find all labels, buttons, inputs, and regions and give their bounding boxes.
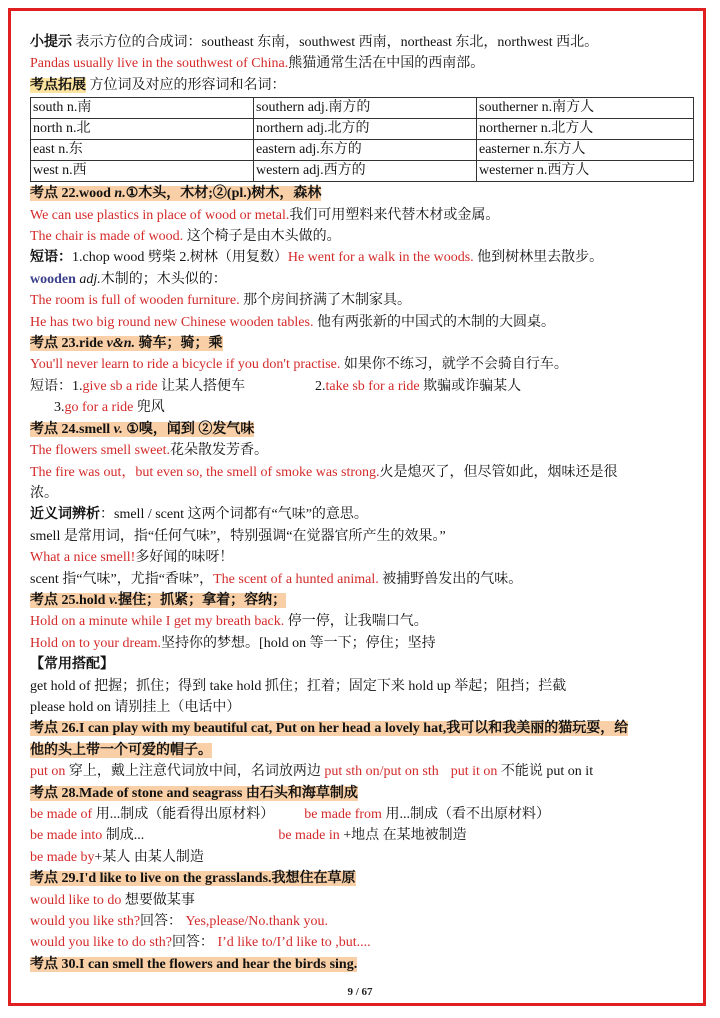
k26-p1: put sth on/put on sth: [324, 764, 439, 780]
k30-heading: [30, 954, 696, 975]
k24-smell-desc-text: smell 是常用词，指“任何气味”，特别强调“在觉器官所产生的效果。”: [30, 528, 446, 544]
direction-table-cell: south n.南: [31, 98, 254, 119]
k25-example-1: [30, 611, 696, 632]
k24-title-block: [30, 422, 254, 437]
k29-title-zh: 我想住在草原: [271, 871, 356, 887]
k22-phrase-text: 1.chop wood 劈柴 2.树林（用复数）: [72, 250, 288, 266]
k28-heading: [30, 783, 696, 804]
direction-table-row: [31, 98, 694, 119]
tip-example-zh: 熊猫通常生活在中国的西南部。: [288, 56, 485, 72]
k24-ex3-en: What a nice smell!: [30, 550, 136, 566]
tip-example: [30, 53, 696, 74]
k24-ex1-en: The flowers smell sweet.: [30, 443, 170, 459]
k22-pos: n.: [114, 186, 126, 202]
k22-ex1-zh: 我们可用塑料来代替木材或金属。: [289, 207, 500, 223]
direction-table-cell: easterner n.东方人: [477, 140, 694, 161]
k24-scent-desc: scent 指“气味”，尤指“香味”，: [30, 571, 214, 587]
k28-l3-en: be made into: [30, 828, 103, 844]
direction-table-cell: southerner n.南方人: [477, 98, 694, 119]
k23-p1-en: give sb a ride: [82, 378, 158, 394]
k22-wooden-word: wooden: [30, 271, 76, 287]
k30-title: 考点 30.I can smell the flowers and hear the birds sing.: [30, 956, 358, 972]
direction-table-row: [31, 161, 694, 182]
k23-heading: [30, 333, 696, 354]
direction-table-cell: westerner n.西方人: [477, 161, 694, 182]
k25-common-label: 【常用搭配】: [30, 657, 114, 673]
k26-heading-cont: [30, 740, 696, 761]
k24-title: 考点 24.smell: [30, 421, 114, 437]
k28-l4-zh: +地点 在某地被制造: [339, 828, 467, 844]
k22-phrase-en: He went for a walk in the woods.: [287, 250, 474, 266]
k23-p1-zh: 让某人搭便车: [157, 378, 246, 394]
k23-p2-num: 2.: [315, 378, 326, 394]
k23-meaning: 骑车；骑；乘: [135, 336, 223, 352]
k28-l4-en: be made in: [278, 828, 340, 844]
k26-p2: put it on: [450, 764, 498, 780]
k28-l3-zh: 制成...: [102, 828, 145, 844]
direction-table: [30, 97, 694, 182]
k22-ex4-zh: 他有两张新的中国式的木制的大圆桌。: [313, 314, 555, 330]
k22-heading: [30, 183, 696, 204]
k28-line-2: [30, 825, 696, 846]
k22-example-2: [30, 226, 696, 247]
k22-ex3-zh: 那个房间挤满了木制家具。: [239, 293, 412, 309]
k23-p2-en: take sb for a ride: [325, 378, 420, 394]
k24-ex4-en: The scent of a hunted animal.: [213, 571, 379, 587]
k24-ex2-zh-cont: 浓。: [30, 485, 58, 501]
k24-synonym: [30, 504, 696, 525]
k29-l2-en: would you like sth?: [30, 914, 141, 930]
direction-table-cell: western adj.西方的: [254, 161, 477, 182]
tip-label: 小提示: [30, 35, 72, 50]
k22-phrases: [30, 247, 696, 268]
k23-phrase-3: [30, 397, 696, 418]
k29-l1-en: would like to do: [30, 892, 122, 908]
k29-line-1: [30, 890, 696, 911]
k29-l2-ans: Yes,please/No.thank you.: [182, 914, 329, 930]
k23-phrase-label: 短语：1.: [30, 378, 83, 394]
k23-p3-zh: 兜风: [133, 400, 165, 416]
k28-l1-zh: 用...制成（能看得出原材料）: [92, 807, 275, 822]
ext-line: [30, 75, 696, 96]
ext-label: 考点拓展: [30, 77, 86, 93]
k25-heading: [30, 590, 696, 611]
k26-put-on: [30, 761, 696, 782]
k26-title-zh2: 他的头上带一个可爱的帽子。: [30, 742, 212, 758]
k26-title-zh: 我可以和我美丽的猫玩耍，给: [446, 721, 629, 737]
k28-l2-en: be made from: [304, 807, 382, 822]
k29-title: 考点 29.I'd like to live on the grasslands.: [30, 871, 272, 887]
tip-line: [30, 32, 696, 53]
k25-ex1-en: Hold on a minute while I get my breath back.: [30, 614, 285, 630]
k22-title: 考点 22.wood: [30, 186, 115, 202]
k28-line-3: [30, 847, 696, 868]
tip-text: 表示方位的合成词：southeast 东南，southwest 西南，northeast 东北，northwest 西北。: [72, 35, 599, 50]
tip-example-en: Pandas usually live in the southwest of China.: [30, 56, 289, 72]
k25-meaning: 握住；抓紧；拿着；容纳；: [118, 592, 287, 608]
direction-table-cell: west n.西: [31, 161, 254, 182]
k28-l1-en: be made of: [30, 807, 93, 822]
k29-l3-ans-label: 回答：: [171, 935, 214, 951]
k26-title-block: [30, 721, 628, 736]
k28-title-block: [30, 786, 358, 801]
k29-heading: [30, 868, 696, 889]
k24-example-1: [30, 440, 696, 461]
k28-title: 考点 28.Made of stone and seagrass: [30, 785, 246, 801]
k22-example-1: [30, 205, 696, 226]
k22-example-4: [30, 312, 696, 333]
k26-put-on-desc: 穿上，戴上注意代词放中间，名词放两边: [65, 764, 325, 780]
k24-meaning: ①嗅，闻到 ②发气味: [122, 421, 255, 437]
direction-table-cell: northern adj.北方的: [254, 119, 477, 140]
k23-ex1-zh: 如果你不练习，就学不会骑自行车。: [340, 357, 568, 373]
k24-ex4-zh: 被捕野兽发出的气味。: [378, 571, 523, 587]
k25-common-2: please hold on 请别挂上（电话中）: [30, 699, 241, 715]
k24-syn-text: ：smell / scent 这两个词都有“气味”的意思。: [100, 507, 368, 523]
k25-ex2-en: Hold on to your dream.: [30, 635, 162, 651]
k26-p2-desc: 不能说 put on it: [497, 764, 594, 780]
k29-l2-ans-label: 回答：: [140, 914, 183, 930]
page-number: 9 / 67: [347, 986, 373, 998]
k23-p3-en: go for a ride: [64, 400, 134, 416]
k24-ex3-zh: 多好闻的味呀！: [135, 550, 234, 566]
k24-example-3: [30, 547, 696, 568]
k25-title-block: [30, 593, 286, 608]
k22-meaning: ①木头，木材;②(pl.)树木，森林: [125, 186, 322, 202]
k24-ex2-zh: 火是熄灭了，但尽管如此，烟味还是很: [379, 464, 618, 480]
k24-heading: [30, 419, 696, 440]
k25-example-2: [30, 633, 696, 654]
k22-wooden: [30, 269, 696, 290]
direction-table-cell: north n.北: [31, 119, 254, 140]
k26-put-on-en: put on: [30, 764, 66, 780]
k22-phrase-label: 短语：: [30, 250, 72, 266]
direction-table-row: [31, 140, 694, 161]
k24-example-2: [30, 462, 696, 483]
k23-p3-num: 3.: [54, 400, 65, 416]
k26-heading: [30, 718, 696, 739]
k22-ex3-en: The room is full of wooden furniture.: [30, 293, 240, 309]
k29-l3-ans: I’d like to/I’d like to ,but....: [213, 935, 371, 951]
k24-example-2-cont: [30, 483, 696, 504]
document-body: [30, 32, 696, 975]
k29-l3-en: would you like to do sth?: [30, 935, 172, 951]
direction-table-cell: eastern adj.东方的: [254, 140, 477, 161]
k25-common-1: get hold of 把握；抓住；得到 take hold 抓住；扛着；固定下来 hold up 举起；阻挡；拦截: [30, 678, 567, 694]
k24-smell-desc: [30, 526, 696, 547]
k29-line-3: [30, 932, 696, 953]
k22-title-block: [30, 186, 321, 201]
k23-phrases: [30, 376, 696, 397]
k25-title: 考点 25.hold: [30, 592, 109, 608]
k22-example-3: [30, 290, 696, 311]
k22-wooden-zh: 木制的；木头似的：: [100, 271, 227, 287]
direction-table-row: [31, 119, 694, 140]
k24-ex2-en: The fire was out，but even so, the smell of smoke was strong.: [30, 464, 380, 480]
k28-l2-zh: 用...制成（看不出原材料）: [381, 807, 550, 822]
k29-line-2: [30, 911, 696, 932]
k22-phrase-zh: 他到树林里去散步。: [473, 250, 604, 266]
k23-pos: v&n.: [106, 336, 135, 352]
k22-ex4-en: He has two big round new Chinese wooden tables.: [30, 314, 314, 330]
k28-line-1: [30, 804, 696, 825]
k23-title: 考点 23.ride: [30, 336, 107, 352]
k29-l1-zh: 想要做某事: [121, 892, 195, 908]
k24-pos: v.: [113, 421, 123, 437]
direction-table-cell: east n.东: [31, 140, 254, 161]
k23-ex1-en: You'll never learn to ride a bicycle if you don't practise.: [30, 357, 341, 373]
k28-l5-en: be made by: [30, 849, 95, 865]
k22-ex2-zh: 这个椅子是由木头做的。: [183, 229, 341, 245]
k28-title-zh: 由石头和海草制成: [245, 785, 358, 801]
k25-ex1-zh: 停一停，让我喘口气。: [284, 614, 428, 630]
k22-ex2-en: The chair is made of wood.: [30, 229, 184, 245]
k24-ex1-zh: 花朵散发芳香。: [169, 443, 268, 459]
direction-table-cell: northerner n.北方人: [477, 119, 694, 140]
k22-ex1-en: We can use plastics in place of wood or metal.: [30, 207, 290, 223]
k22-wooden-pos: adj.: [75, 271, 101, 287]
k24-syn-label: 近义词辨析: [30, 507, 100, 523]
k23-title-block: [30, 336, 223, 351]
k26-title: 考点 26.I can play with my beautiful cat, Put on her head a lovely hat,: [30, 721, 447, 737]
k23-p2-zh: 欺骗或诈骗某人: [419, 378, 522, 394]
k28-l5-zh: +某人 由某人制造: [94, 849, 204, 865]
direction-table-cell: southern adj.南方的: [254, 98, 477, 119]
k25-ex2-zh: 坚持你的梦想。[hold on 等一下；停住；坚持: [161, 635, 436, 651]
k23-example-1: [30, 354, 696, 375]
k24-scent: [30, 569, 696, 590]
ext-text: 方位词及对应的形容词和名词：: [86, 77, 286, 93]
k25-pos: v.: [108, 592, 119, 608]
k29-title-block: [30, 871, 356, 886]
